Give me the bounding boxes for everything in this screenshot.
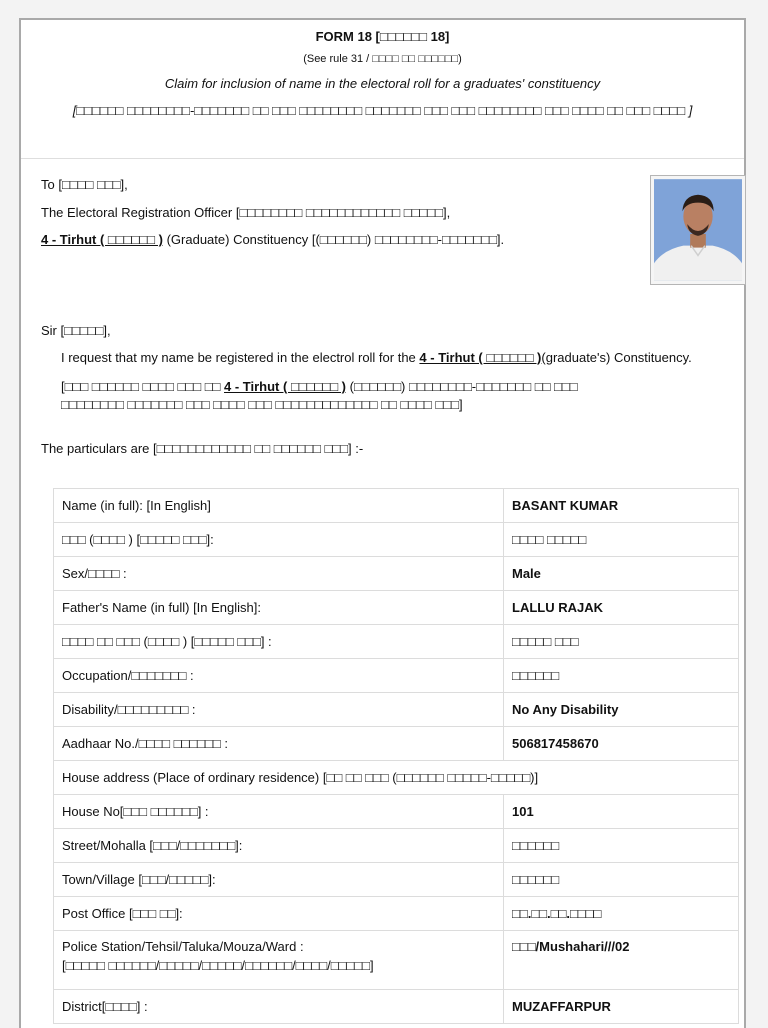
field-label: [54, 897, 504, 931]
field-value: MUZAFFARPUR: [504, 990, 739, 1024]
constituency-suffix: (Graduate) Constituency [(□□□□□□) □□□□□□□□-□□□□□□□].: [162, 232, 505, 247]
field-label-text: Street/Mohalla [□□□/□□□□□□□]:: [62, 838, 243, 853]
to-line: To [□□□□ □□□],: [41, 177, 128, 192]
field-label-text: Town/Village [□□□/□□□□□]:: [62, 872, 216, 887]
form-page: [19, 18, 746, 1028]
table-row: [54, 990, 739, 1024]
request-hindi-suffix: (□□□□□□) □□□□□□□□-□□□□□□□ □□ □□□: [346, 379, 578, 394]
field-label: [54, 523, 504, 557]
field-value: □□.□□.□□.□□□□: [504, 897, 739, 931]
table-row: [54, 489, 739, 523]
field-label-text: Sex/□□□□ :: [62, 566, 127, 581]
table-row: [54, 829, 739, 863]
table-row: [54, 897, 739, 931]
field-label: [54, 557, 504, 591]
claim-title-hindi: [□□□□□□ □□□□□□□□-□□□□□□□ □□ □□□ □□□□□□□□ □□□□□□□ □□□ □□□ □□□□□□□□ □□□ □□□□ □□ □□□ □□□□ ]: [72, 103, 693, 118]
field-label-text: Police Station/Tehsil/Taluka/Mouza/Ward :: [62, 939, 304, 954]
constituency-name: 4 - Tirhut ( □□□□□□ ): [41, 232, 163, 247]
field-value: □□□□□□: [504, 863, 739, 897]
table-row: [54, 591, 739, 625]
request-line: [61, 350, 692, 365]
field-label: [54, 931, 504, 990]
applicant-photo: [650, 175, 746, 285]
field-value: □□□□□□: [504, 829, 739, 863]
field-value: No Any Disability: [504, 693, 739, 727]
table-row: [54, 659, 739, 693]
field-label-text: Father's Name (in full) [In English]:: [62, 600, 261, 615]
field-label: [54, 693, 504, 727]
field-label-text: House No[□□□ □□□□□□] :: [62, 804, 209, 819]
field-label: [54, 990, 504, 1024]
table-row: [54, 863, 739, 897]
rule-reference: (See rule 31 / □□□□ □□ □□□□□□): [303, 53, 462, 65]
field-value: □□□/Mushahari///02: [504, 931, 739, 990]
particulars-intro: The particulars are [□□□□□□□□□□□□ □□ □□□□□□ □□□] :-: [41, 441, 364, 456]
field-label-text: Disability/□□□□□□□□□ :: [62, 702, 196, 717]
section-heading: House address (Place of ordinary residence) [□□ □□ □□□ (□□□□□□ □□□□□-□□□□□)]: [54, 761, 739, 795]
table-row: [54, 693, 739, 727]
field-value: 101: [504, 795, 739, 829]
request-constituency: 4 - Tirhut ( □□□□□□ ): [419, 350, 542, 365]
request-suffix: (graduate's) Constituency.: [541, 350, 692, 365]
field-label: [54, 591, 504, 625]
request-hindi-line2: □□□□□□□□ □□□□□□□ □□□ □□□□ □□□ □□□□□□□□□□□□□ □□ □□□□ □□□]: [61, 397, 463, 412]
person-photo-icon: [654, 179, 742, 281]
field-value: Male: [504, 557, 739, 591]
request-hindi-constituency: 4 - Tirhut ( □□□□□□ ): [224, 379, 346, 394]
field-value: BASANT KUMAR: [504, 489, 739, 523]
field-label: [54, 727, 504, 761]
field-label-text: □□□ (□□□□ ) [□□□□□ □□□]:: [62, 532, 214, 547]
request-hindi-prefix: [□□□ □□□□□□ □□□□ □□□ □□: [61, 379, 225, 394]
request-prefix: I request that my name be registered in the electrol roll for the: [61, 350, 420, 365]
field-label-text: Aadhaar No./□□□□ □□□□□□ :: [62, 736, 228, 751]
field-value: LALLU RAJAK: [504, 591, 739, 625]
field-label-text: □□□□ □□ □□□ (□□□□ ) [□□□□□ □□□] :: [62, 634, 272, 649]
field-value: □□□□□ □□□: [504, 625, 739, 659]
particulars-table: [53, 488, 739, 1024]
officer-line: The Electoral Registration Officer [□□□□□□□□ □□□□□□□□□□□□ □□□□□],: [41, 205, 451, 220]
request-hindi: [61, 378, 731, 414]
field-value: 506817458670: [504, 727, 739, 761]
table-row: [54, 727, 739, 761]
field-label-text: Occupation/□□□□□□□ :: [62, 668, 194, 683]
field-label: [54, 863, 504, 897]
table-row: [54, 761, 739, 795]
table-row: [54, 625, 739, 659]
table-row: [54, 557, 739, 591]
table-row: [54, 523, 739, 557]
table-row: [54, 931, 739, 990]
field-value: □□□□□□: [504, 659, 739, 693]
field-label-text: Post Office [□□□ □□]:: [62, 906, 183, 921]
form-title: FORM 18 [□□□□□□ 18]: [315, 29, 450, 44]
field-label: [54, 829, 504, 863]
field-label: [54, 659, 504, 693]
field-label-hindi: [□□□□□ □□□□□□/□□□□□/□□□□□/□□□□□□/□□□□/□□□□□]: [62, 958, 374, 973]
field-value: □□□□ □□□□□: [504, 523, 739, 557]
constituency-line: [41, 232, 504, 247]
claim-title: Claim for inclusion of name in the electoral roll for a graduates' constituency: [164, 76, 601, 91]
field-label-text: Name (in full): [In English]: [62, 498, 211, 513]
table-row: [54, 795, 739, 829]
salutation: Sir [□□□□□],: [41, 323, 111, 338]
field-label: [54, 625, 504, 659]
field-label: [54, 489, 504, 523]
field-label: [54, 795, 504, 829]
field-label-text: District[□□□□] :: [62, 999, 148, 1014]
form-header: [21, 20, 744, 159]
